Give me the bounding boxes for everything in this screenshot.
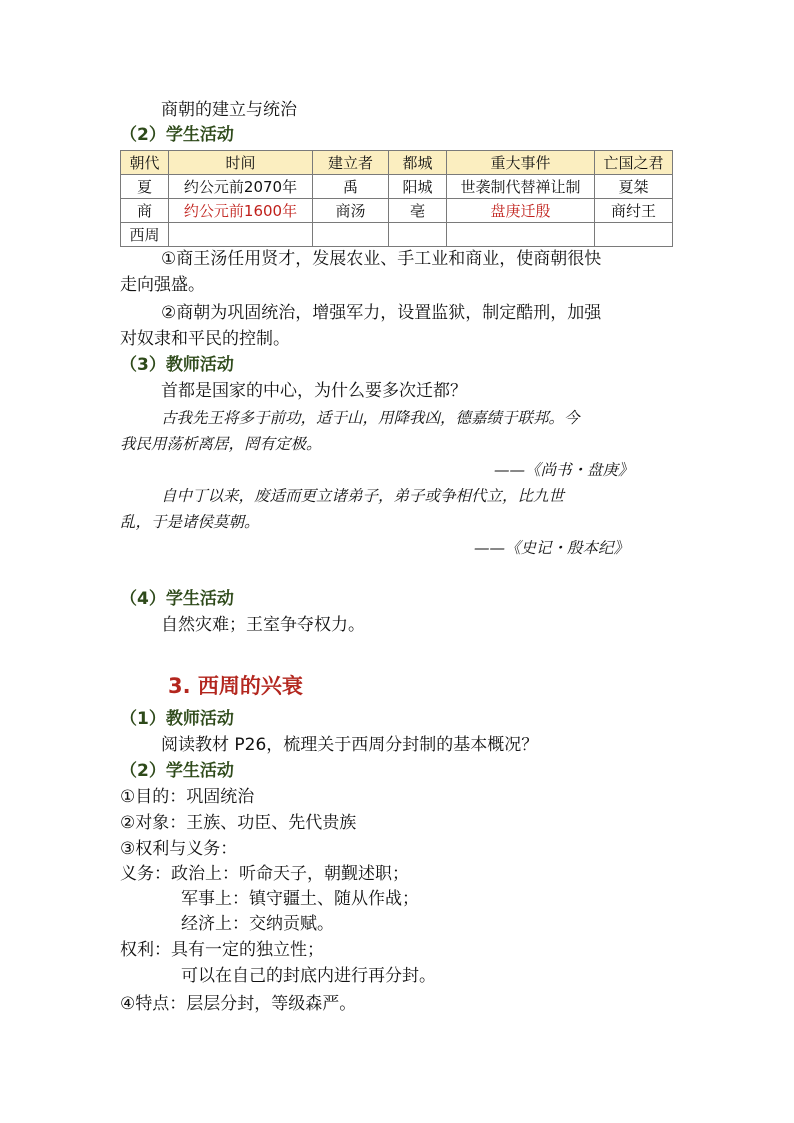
s3-task-text: 阅读教材 P26，梳理关于西周分封制的基本概况？ bbox=[161, 735, 539, 755]
fief-duty-economic: 经济上：交纳贡赋。 bbox=[181, 914, 334, 934]
fief-duty-military: 军事上：镇守疆土、随从作战； bbox=[181, 889, 419, 909]
header-capital: 都城 bbox=[389, 151, 447, 175]
answer-text: 自然灾难；王室争夺权力。 bbox=[161, 615, 365, 635]
table-cell-highlight: 约公元前1600年 bbox=[169, 199, 313, 223]
shang-intro-text: 商朝的建立与统治 bbox=[161, 100, 297, 120]
table-cell: 夏桀 bbox=[595, 175, 673, 199]
table-cell: 西周 bbox=[121, 223, 169, 247]
table-cell: 商 bbox=[121, 199, 169, 223]
fief-characteristics: ④特点：层层分封，等级森严。 bbox=[120, 994, 357, 1014]
dynasty-table bbox=[120, 150, 673, 247]
quote-shiji-source: ——《史记・殷本纪》 bbox=[474, 539, 630, 557]
table-cell: 商汤 bbox=[313, 199, 389, 223]
header-dynasty: 朝代 bbox=[121, 151, 169, 175]
table-cell: 约公元前2070年 bbox=[169, 175, 313, 199]
paragraph-shang-control-line1: ②商朝为巩固统治，增强军力，设置监狱，制定酷刑，加强 bbox=[161, 303, 602, 323]
paragraph-shang-control-line2: 对奴隶和平民的控制。 bbox=[120, 329, 290, 349]
table-cell bbox=[447, 223, 595, 247]
fief-rights-duties: ③权利与义务： bbox=[120, 839, 238, 859]
table-cell bbox=[313, 223, 389, 247]
table-cell: 世袭制代替禅让制 bbox=[447, 175, 595, 199]
s3-teacher-activity-heading: （1）教师活动 bbox=[120, 709, 234, 729]
table-row bbox=[121, 175, 673, 199]
quote-shangshu-line1: 古我先王将多于前功，适于山，用降我凶，德嘉绩于联邦。今 bbox=[161, 409, 580, 427]
table-row bbox=[121, 223, 673, 247]
table-cell: 夏 bbox=[121, 175, 169, 199]
fief-recipients: ②对象：王族、功臣、先代贵族 bbox=[120, 813, 357, 833]
teacher-activity-3-heading: （3）教师活动 bbox=[120, 355, 234, 375]
header-time: 时间 bbox=[169, 151, 313, 175]
table-cell-highlight: 盘庚迁殷 bbox=[447, 199, 595, 223]
quote-shangshu-source: ——《尚书・盘庚》 bbox=[494, 461, 634, 479]
paragraph-shang-rise-line1: ①商王汤任用贤才，发展农业、手工业和商业，使商朝很快 bbox=[161, 249, 602, 269]
fief-right-subenfeoff: 可以在自己的封底内进行再分封。 bbox=[181, 966, 436, 986]
table-cell: 阳城 bbox=[389, 175, 447, 199]
fief-duty-political: 义务：政治上：听命天子，朝觐述职； bbox=[120, 864, 409, 884]
table-row bbox=[121, 199, 673, 223]
fief-purpose: ①目的：巩固统治 bbox=[120, 787, 255, 807]
header-last-ruler: 亡国之君 bbox=[595, 151, 673, 175]
student-activity-2-heading: （2）学生活动 bbox=[120, 125, 234, 145]
header-major-event: 重大事件 bbox=[447, 151, 595, 175]
paragraph-shang-rise-line2: 走向强盛。 bbox=[120, 275, 205, 295]
table-header-row bbox=[121, 151, 673, 175]
table-cell: 禹 bbox=[313, 175, 389, 199]
quote-shiji-line2: 乱，于是诸侯莫朝。 bbox=[120, 513, 260, 531]
table-cell bbox=[389, 223, 447, 247]
table-cell: 商纣王 bbox=[595, 199, 673, 223]
question-text: 首都是国家的中心，为什么要多次迁都？ bbox=[161, 381, 467, 401]
header-founder: 建立者 bbox=[313, 151, 389, 175]
section-3-title: 3. 西周的兴衰 bbox=[168, 674, 303, 698]
table-cell bbox=[595, 223, 673, 247]
table-cell bbox=[169, 223, 313, 247]
quote-shangshu-line2: 我民用荡析离居，罔有定极。 bbox=[120, 435, 322, 453]
student-activity-4-heading: （4）学生活动 bbox=[120, 589, 234, 609]
s3-student-activity-heading: （2）学生活动 bbox=[120, 761, 234, 781]
table-cell: 亳 bbox=[389, 199, 447, 223]
fief-right-independence: 权利：具有一定的独立性； bbox=[120, 940, 324, 960]
quote-shiji-line1: 自中丁以来，废适而更立诸弟子，弟子或争相代立，比九世 bbox=[161, 487, 565, 505]
